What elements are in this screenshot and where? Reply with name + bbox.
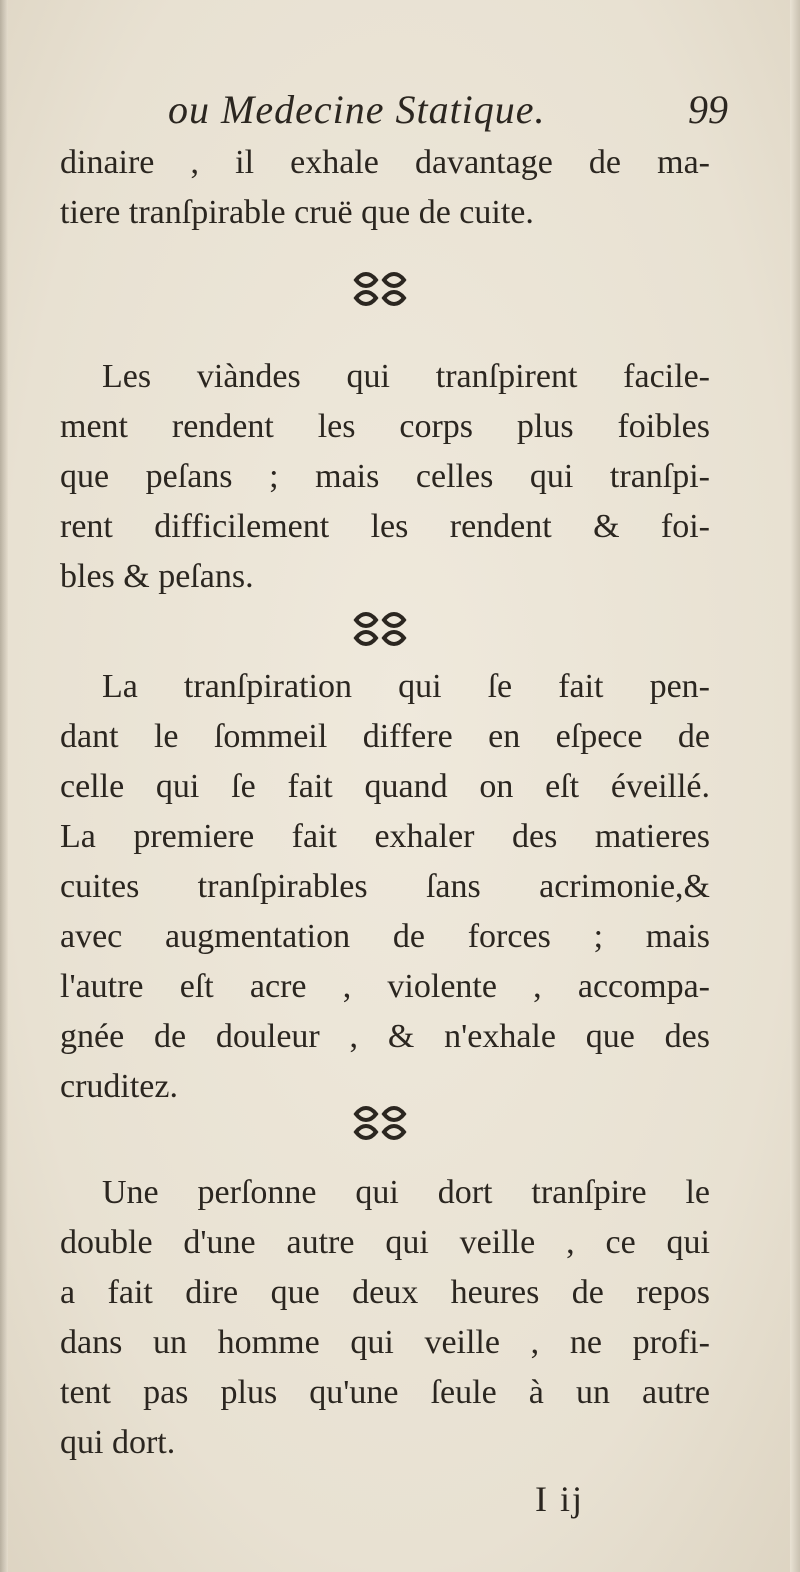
text-line: gnée de douleur , & n'exhale que des	[60, 1018, 710, 1055]
text-line: double d'une autre qui veille , ce qui	[60, 1224, 710, 1261]
page-right-edge	[790, 0, 800, 1572]
printer-ornament-icon	[352, 1106, 408, 1140]
running-title: ou Medecine Statique.	[168, 87, 546, 132]
text-line: Une perſonne qui dort tranſpire le	[102, 1174, 710, 1211]
text-line: tent pas plus qu'une ſeule à un autre	[60, 1374, 710, 1411]
text-line: Les viàndes qui tranſpirent facile-	[102, 358, 710, 395]
text-line: avec augmentation de forces ; mais	[60, 918, 710, 955]
text-line: ment rendent les corps plus foibles	[60, 408, 710, 445]
text-line: dinaire , il exhale davantage de ma-	[60, 144, 710, 181]
text-line: que peſans ; mais celles qui tranſpi-	[60, 458, 710, 495]
signature-mark: I ij	[535, 1479, 584, 1519]
page-header	[168, 86, 728, 136]
text-line: bles & peſans.	[60, 558, 254, 595]
text-line: cuites tranſpirables ſans acrimonie,&	[60, 868, 710, 905]
paragraph	[60, 662, 710, 1112]
paragraph	[60, 352, 710, 602]
paragraph-continuation	[60, 138, 710, 238]
text-line: La premiere fait exhaler des matieres	[60, 818, 710, 855]
page-left-edge	[0, 0, 8, 1572]
printer-ornament-icon	[352, 272, 408, 306]
text-line: cruditez.	[60, 1068, 178, 1105]
text-line: dant le ſommeil differe en eſpece de	[60, 718, 710, 755]
text-line: a fait dire que deux heures de repos	[60, 1274, 710, 1311]
text-line: celle qui ſe fait quand on eſt éveillé.	[60, 768, 710, 805]
printer-ornament-icon	[352, 612, 408, 646]
text-line: l'autre eſt acre , violente , accompa-	[60, 968, 710, 1005]
paragraph	[60, 1168, 710, 1468]
text-line: dans un homme qui veille , ne profi-	[60, 1324, 710, 1361]
text-line: La tranſpiration qui ſe fait pen-	[102, 668, 710, 705]
page-number: 99	[688, 87, 728, 132]
text-line: tiere tranſpirable cruë que de cuite.	[60, 194, 534, 231]
text-line: qui dort.	[60, 1424, 176, 1461]
text-line: rent difficilement les rendent & foi-	[60, 508, 710, 545]
